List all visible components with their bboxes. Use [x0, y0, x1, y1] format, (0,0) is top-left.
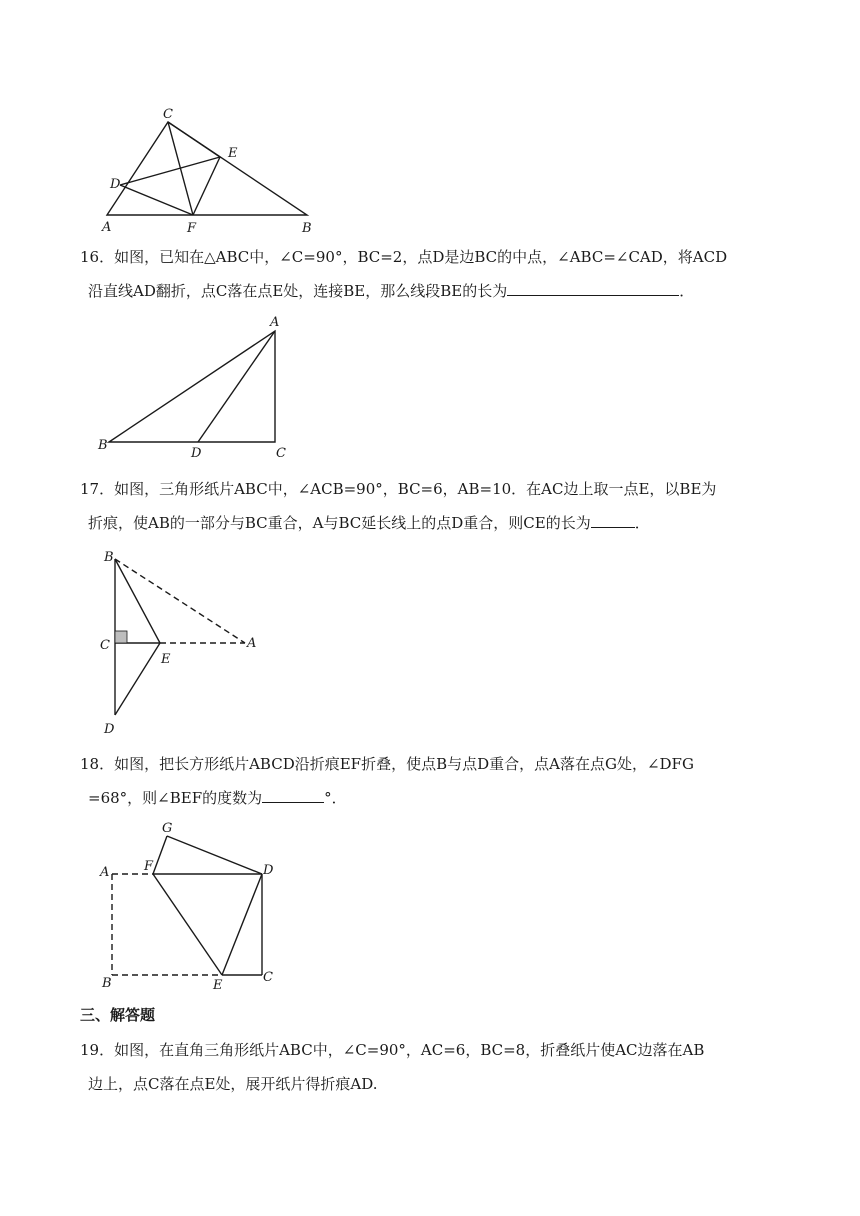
right-angle-mark — [115, 631, 127, 643]
label-e: E — [161, 652, 171, 667]
question-number: 16． — [80, 248, 115, 266]
answer-blank[interactable] — [262, 784, 324, 803]
question-text-line2: =68°，则∠BEF的度数为 — [88, 789, 263, 807]
triangle-abc — [107, 122, 307, 215]
question-end: ． — [679, 282, 695, 300]
segment-ed — [222, 874, 262, 975]
question-text-line1: 如图，已知在△ABC中，∠C=90°，BC=2，点D是边BC的中点，∠ABC=∠CAD，将ACD — [114, 248, 728, 266]
segment-fe — [193, 157, 220, 215]
label-g: G — [162, 821, 173, 836]
question-number: 19． — [80, 1041, 115, 1059]
label-e: E — [213, 978, 223, 993]
question-18 — [80, 747, 792, 815]
question-end: °． — [324, 789, 347, 807]
label-c: C — [263, 970, 273, 985]
label-c: C — [276, 446, 286, 461]
segment-fe — [153, 874, 222, 975]
segment-ad — [198, 331, 275, 442]
label-c: C — [163, 107, 173, 122]
figure-15 — [95, 100, 335, 240]
figure-18 — [95, 818, 295, 993]
label-a: A — [247, 636, 257, 651]
answer-blank[interactable] — [591, 509, 635, 528]
figure-17 — [95, 545, 275, 745]
question-text-line1: 如图，三角形纸片ABC中，∠ACB=90°，BC=6，AB=10．在AC边上取一点E，以BE为 — [114, 480, 717, 498]
label-b: B — [98, 438, 108, 453]
segment-df — [120, 185, 193, 215]
segment-fg — [153, 836, 167, 874]
question-16 — [80, 240, 792, 308]
question-text-line1: 如图，在直角三角形纸片ABC中，∠C=90°，AC=6，BC=8，折叠纸片使AC边落在AB — [114, 1041, 705, 1059]
label-b: B — [104, 550, 114, 565]
question-text-line2: 沿直线AD翻折，点C落在点E处，连接BE，那么线段BE的长为 — [88, 282, 508, 300]
label-d: D — [263, 863, 274, 878]
question-text-line1: 如图，把长方形纸片ABCD沿折痕EF折叠，使点B与点D重合，点A落在点G处，∠DFG — [114, 755, 694, 773]
question-number: 18． — [80, 755, 115, 773]
label-e: E — [228, 146, 238, 161]
question-19 — [80, 1033, 792, 1101]
label-d: D — [110, 177, 121, 192]
triangle-abc — [109, 331, 275, 442]
question-number: 17． — [80, 480, 115, 498]
label-a: A — [100, 865, 110, 880]
label-f: F — [187, 221, 197, 236]
segment-de — [120, 157, 220, 185]
segment-ba-dashed — [115, 559, 245, 643]
answer-blank[interactable] — [507, 277, 679, 296]
question-text-line2: 折痕，使AB的一部分与BC重合，A与BC延长线上的点D重合，则CE的长为 — [88, 514, 591, 532]
label-d: D — [191, 446, 202, 461]
section-heading: 三、解答题 — [80, 1006, 156, 1024]
label-a: A — [102, 220, 112, 235]
segment-gd — [167, 836, 262, 874]
question-17 — [80, 472, 792, 540]
question-text-line2: 边上，点C落在点E处，展开纸片得折痕AD. — [88, 1075, 378, 1093]
label-c: C — [100, 638, 110, 653]
label-b: B — [102, 976, 112, 991]
label-f: F — [144, 859, 154, 874]
label-d: D — [104, 722, 115, 737]
figure-16 — [95, 315, 305, 460]
label-b: B — [302, 221, 312, 236]
segment-be — [115, 559, 160, 643]
segment-de — [115, 643, 160, 715]
question-end: ． — [634, 514, 650, 532]
label-a: A — [270, 315, 280, 330]
